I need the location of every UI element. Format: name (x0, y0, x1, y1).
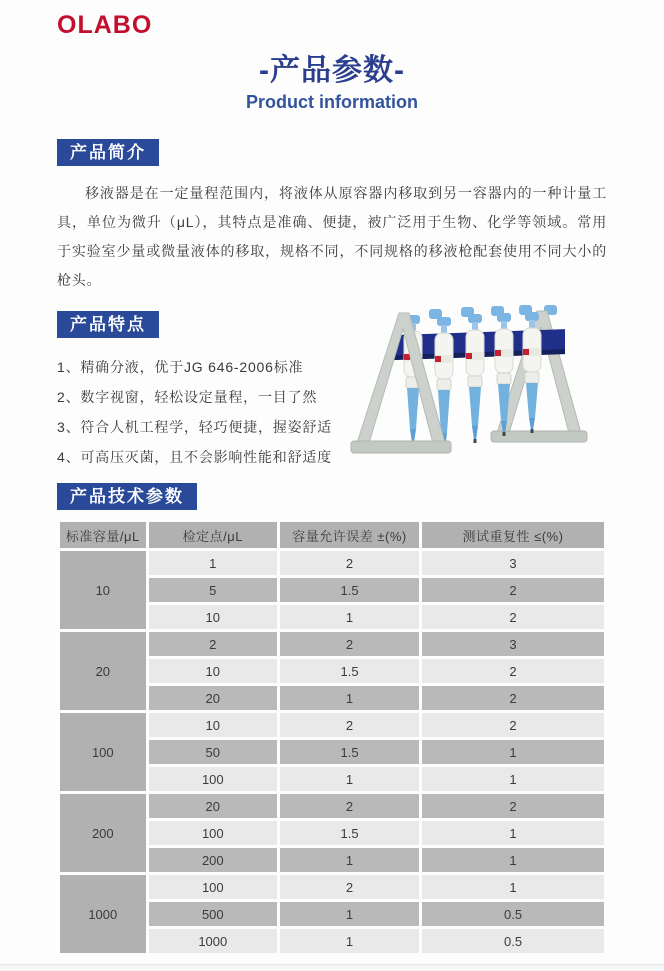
section-heading-intro: 产品简介 (57, 139, 159, 166)
specs-value-cell: 100 (149, 821, 277, 845)
specs-column-header: 检定点/μL (149, 522, 277, 548)
specs-value-cell: 1000 (149, 929, 277, 953)
specs-row (60, 632, 604, 656)
specs-value-cell: 1 (422, 767, 604, 791)
specs-value-cell: 50 (149, 740, 277, 764)
specs-value-cell: 1 (422, 875, 604, 899)
specs-value-cell: 0.5 (422, 929, 604, 953)
section-intro (57, 139, 607, 295)
olabo-logo: OLABO (57, 11, 153, 39)
specs-value-cell: 100 (149, 875, 277, 899)
specs-value-cell: 2 (280, 794, 419, 818)
specs-value-cell: 20 (149, 794, 277, 818)
page-title: -产品参数- (259, 54, 405, 87)
section-heading-features: 产品特点 (57, 311, 159, 338)
specs-row (60, 713, 604, 737)
specs-table (57, 519, 607, 956)
pipette-product-image (341, 297, 621, 477)
specs-value-cell: 2 (280, 632, 419, 656)
features-list (57, 352, 367, 472)
specs-value-cell: 2 (422, 713, 604, 737)
specs-value-cell: 3 (422, 551, 604, 575)
capacity-cell: 1000 (60, 875, 146, 953)
specs-value-cell: 1 (422, 821, 604, 845)
specs-value-cell: 1.5 (280, 821, 419, 845)
specs-row (60, 551, 604, 575)
specs-header-row (60, 522, 604, 548)
specs-value-cell: 2 (422, 686, 604, 710)
specs-value-cell: 2 (280, 713, 419, 737)
capacity-cell: 200 (60, 794, 146, 872)
specs-value-cell: 2 (280, 875, 419, 899)
specs-column-header: 测试重复性 ≤(%) (422, 522, 604, 548)
specs-value-cell: 500 (149, 902, 277, 926)
specs-value-cell: 1.5 (280, 578, 419, 602)
page-footer-divider (0, 964, 664, 971)
specs-value-cell: 1 (280, 848, 419, 872)
specs-value-cell: 2 (422, 578, 604, 602)
feature-item: 1、精确分液，优于JG 646-2006标准 (57, 359, 304, 375)
specs-value-cell: 1.5 (280, 659, 419, 683)
pipette-stand-illustration (341, 297, 621, 477)
specs-value-cell: 1 (280, 686, 419, 710)
specs-row (60, 875, 604, 899)
specs-value-cell: 1 (280, 767, 419, 791)
specs-value-cell: 2 (149, 632, 277, 656)
specs-value-cell: 2 (422, 794, 604, 818)
section-heading-specs: 产品技术参数 (57, 483, 197, 510)
intro-paragraph: 移液器是在一定量程范围内，将液体从原容器内移取到另一容器内的一种计量工具，单位为微升（μL），其特点是准确、便捷，被广泛用于生物、化学等领域。常用于实验室少量或微量液体的移取，规格不同，不同规格的移液枪配套使用不同大小的枪头。 (57, 185, 607, 288)
specs-value-cell: 3 (422, 632, 604, 656)
specs-row (60, 794, 604, 818)
section-specs (57, 483, 607, 956)
title-block (0, 54, 664, 113)
specs-value-cell: 2 (422, 659, 604, 683)
specs-value-cell: 20 (149, 686, 277, 710)
specs-value-cell: 10 (149, 659, 277, 683)
specs-column-header: 标准容量/μL (60, 522, 146, 548)
specs-value-cell: 2 (422, 605, 604, 629)
page-subtitle: Product information (246, 92, 418, 112)
specs-value-cell: 100 (149, 767, 277, 791)
specs-value-cell: 1 (422, 740, 604, 764)
specs-value-cell: 1 (280, 605, 419, 629)
feature-item: 3、符合人机工程学，轻巧便捷，握姿舒适 (57, 419, 332, 435)
specs-value-cell: 1 (280, 929, 419, 953)
section-features (57, 311, 607, 475)
specs-value-cell: 1 (422, 848, 604, 872)
specs-column-header: 容量允许误差 ±(%) (280, 522, 419, 548)
page-header (0, 0, 664, 38)
capacity-cell: 100 (60, 713, 146, 791)
specs-value-cell: 2 (280, 551, 419, 575)
specs-value-cell: 10 (149, 605, 277, 629)
feature-item: 2、数字视窗，轻松设定量程，一目了然 (57, 389, 318, 405)
specs-value-cell: 5 (149, 578, 277, 602)
capacity-cell: 20 (60, 632, 146, 710)
specs-value-cell: 0.5 (422, 902, 604, 926)
feature-item: 4、可高压灭菌，且不会影响性能和舒适度 (57, 449, 332, 465)
specs-table-body (60, 551, 604, 953)
specs-value-cell: 1 (280, 902, 419, 926)
capacity-cell: 10 (60, 551, 146, 629)
specs-value-cell: 1 (149, 551, 277, 575)
specs-value-cell: 1.5 (280, 740, 419, 764)
specs-value-cell: 10 (149, 713, 277, 737)
specs-value-cell: 200 (149, 848, 277, 872)
